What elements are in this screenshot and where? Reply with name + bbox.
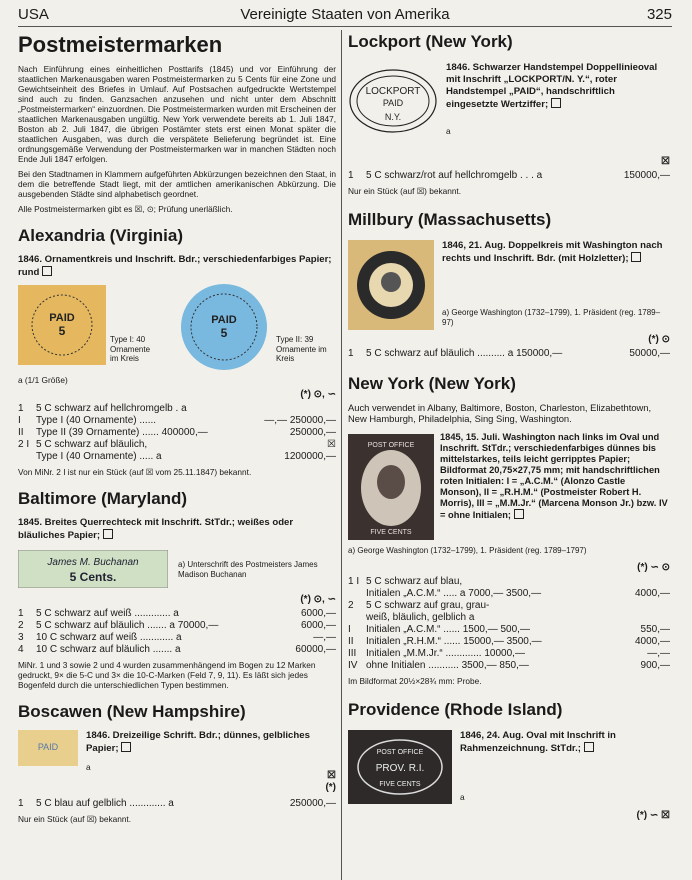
price-row <box>18 415 336 427</box>
price-row-number <box>348 612 366 624</box>
boscawen-note: Nur ein Stück (auf ☒) bekannt. <box>18 814 132 824</box>
svg-text:N.Y.: N.Y. <box>384 112 402 122</box>
price-row-description: weiß, bläulich, gelblich a <box>366 611 475 623</box>
newyork-subtitle: Auch verwendet in Albany, Baltimore, Boston, Charleston, Elizabethtown, New Hamburgh, Philadelphia, Sing Sing, Washington. <box>348 402 652 424</box>
price-row-description: 5 C schwarz auf bläulich, <box>36 439 148 450</box>
newyork-heading: New York (New York) <box>348 374 516 393</box>
price-row-number: 2 I <box>18 439 30 450</box>
price-row <box>18 632 336 644</box>
scale-note: a (1/1 Größe) <box>18 375 68 385</box>
price-row <box>348 348 670 360</box>
providence-a: a <box>460 791 465 802</box>
millbury-lead: 1846, 21. Aug. Doppelkreis mit Washington nach rechts und Inschrift. Bdr. (mit Holzletter); <box>442 240 663 264</box>
providence-lead: 1846, 24. Aug. Oval mit Inschrift in Rahmenzeichnung. StTdr.; <box>460 729 616 754</box>
svg-text:PAID: PAID <box>49 312 75 324</box>
price-row-description: Initialen „R.H.M.“ ...... 15000,— 3500,— <box>366 635 542 647</box>
price-row-description: Type I (40 Ornamente) ...... <box>36 415 157 426</box>
millbury-stamp <box>348 240 434 330</box>
header-title: Vereinigte Staaten von Amerika <box>240 6 450 23</box>
price-row-number: I <box>18 415 21 426</box>
price-row-number: 2 <box>18 620 24 631</box>
left-column <box>18 30 336 828</box>
price-row-number: II <box>348 635 354 647</box>
intro-paragraph: Nach Einführung eines einheitlichen Posttarifs (1845) und vor Einführung der staatlichen Markenausgaben waren Postmeistermarken zu 5 Cents für eine Zone und Gewichtseinheit des Briefes in Umlauf. Auf Postsachen aufgedruckte Wertstempel sind auch zu finden. Ganzsachen anzusehen und nicht unter dem Abschnitt „Postmeistermarken“ einzuordnen. Die Postmeistermarken wurden mit Erscheinen der staatlichen Markenausgaben ungültig. New York verwendete bereits ab 1. Juli 1847, Boston ab 2. Juli 1847, die übrigen Postämter stets erst einen Monat später die staatlichen Ausgaben, was durch die verspätete Belieferung begründet ist. Eine ordnungsgemäße Verwendung der Postmeistermarken war in manchen Städten noch Ende Juli 1847 erfolgen. <box>18 64 336 164</box>
price-row <box>18 608 336 620</box>
price-row <box>348 612 670 624</box>
svg-text:5: 5 <box>58 324 66 338</box>
price-row <box>18 403 336 415</box>
price-row-price: 1200000,— <box>284 451 336 462</box>
lockport-stamp <box>348 68 438 134</box>
boscawen-symbols: ☒ (*) <box>325 770 336 793</box>
price-row <box>18 620 336 632</box>
lockport-heading: Lockport (New York) <box>348 32 513 51</box>
lockport-symbol: ☒ <box>661 156 670 167</box>
alexandria-heading: Alexandria (Virginia) <box>18 226 184 245</box>
millbury-heading: Millbury (Massachusetts) <box>348 210 552 229</box>
alexandria-price-list <box>18 403 336 463</box>
price-row-description: Type I (40 Ornamente) ..... a <box>36 451 162 462</box>
baltimore-lead: 1845. Breites Querrechteck mit Inschrift. StTdr.; weißes oder bläuliches Papier; <box>18 517 294 541</box>
price-row <box>18 427 336 439</box>
newyork-stamp <box>348 434 434 540</box>
price-row <box>348 636 670 648</box>
newyork-symbols: (*) ∽ ⊙ <box>637 561 670 573</box>
price-row-number: I <box>348 623 351 635</box>
providence-heading: Providence (Rhode Island) <box>348 699 563 719</box>
section-title: Postmeistermarken <box>18 32 223 57</box>
price-row <box>348 588 670 600</box>
alexandria-lead: 1846. Ornamentkreis und Inschrift. Bdr.; verschiedenfarbiges Papier; rund <box>18 254 332 278</box>
price-row-number: 1 I <box>348 575 360 587</box>
price-row-number: II <box>18 427 24 438</box>
providence-stamp <box>348 730 452 804</box>
millbury-block <box>348 238 670 334</box>
price-row <box>348 600 670 612</box>
alexandria-images <box>18 283 336 375</box>
price-row <box>348 170 670 182</box>
boscawen-heading: Boscawen (New Hampshire) <box>18 702 246 721</box>
price-row-price: 250000,— <box>289 427 336 438</box>
newyork-price-list <box>348 576 670 672</box>
intro-paragraph-3: Alle Postmeistermarken gibt es ☒, ⊙; Prüfung unerläßlich. <box>18 204 233 214</box>
newyork-note: Im Bildformat 20½×28¾ mm: Probe. <box>348 675 482 686</box>
millbury-symbols: (*) ⊙ <box>648 334 670 345</box>
type1-caption: Type I: 40 Ornamente im Kreis <box>110 335 151 363</box>
price-row-number: 1 <box>348 348 354 359</box>
svg-text:POST OFFICE: POST OFFICE <box>367 442 415 449</box>
price-row-price: —,— <box>647 647 670 659</box>
price-row-description: 5 C schwarz auf hellchromgelb . a <box>36 403 187 414</box>
price-row-price: 6000,— <box>300 620 336 631</box>
price-row-description: 5 C schwarz auf grau, grau- <box>366 599 490 611</box>
alexandria-stamp-type1 <box>18 285 106 365</box>
price-row-description: Type II (39 Ornamente) ...... 400000,— <box>36 427 208 438</box>
page-number: 325 <box>646 6 672 23</box>
price-row-number <box>18 451 36 463</box>
millbury-price-list <box>348 348 670 360</box>
price-row-number: 1 <box>18 608 24 619</box>
price-row-number: 1 <box>18 403 24 414</box>
svg-text:FIVE CENTS: FIVE CENTS <box>370 529 412 536</box>
svg-text:LOCKPORT: LOCKPORT <box>365 86 421 97</box>
price-row <box>18 439 336 451</box>
type2-caption: Type II: 39 Ornamente im Kreis <box>276 335 327 363</box>
price-row-price: 150000,— <box>623 170 670 181</box>
price-row-price: 6000,— <box>300 608 336 619</box>
price-row-price: 4000,— <box>634 587 670 599</box>
price-row <box>18 451 336 463</box>
lockport-block <box>348 60 670 156</box>
baltimore-symbols: (*) ⊙, ∽ <box>300 594 336 605</box>
baltimore-price-list <box>18 608 336 656</box>
newyork-caption: a) George Washington (1732–1799), 1. Präsident (reg. 1789–1797) <box>348 546 587 555</box>
price-row-number: 2 <box>348 599 354 611</box>
price-row-price: 4000,— <box>634 635 670 647</box>
intro-paragraph-2: Bei den Stadtnamen in Klammern aufgeführten Abkürzungen bezeichnen den Staat, in dem die betreffende Stadt liegt, mit der amtlichen amerikanischen Abkürzung. Die ausgebenden Städte sind alphabetisch geordnet. <box>18 169 336 199</box>
svg-text:James M. Buchanan: James M. Buchanan <box>47 557 139 568</box>
providence-block <box>348 728 670 810</box>
price-row-description: ohne Initialen ........... 3500,— 850,— <box>366 659 529 671</box>
price-row-description: 5 C blau auf gelblich ............. a <box>36 798 174 809</box>
column-divider <box>341 30 342 880</box>
price-row-description: Initialen „A.C.M.“ ...... 1500,— 500,— <box>366 623 530 635</box>
price-row-price: —,— 250000,— <box>264 415 336 426</box>
price-row-price: 550,— <box>640 623 670 635</box>
svg-text:5: 5 <box>220 326 228 340</box>
boscawen-stamp <box>18 730 78 766</box>
right-column <box>348 30 670 824</box>
price-row-description: 10 C schwarz auf bläulich ....... a <box>36 644 181 655</box>
price-row-price: 60000,— <box>295 644 336 655</box>
price-row <box>348 660 670 672</box>
price-row <box>18 798 336 810</box>
price-row <box>348 648 670 660</box>
baltimore-caption: a) Unterschrift des Postmeisters James Madison Buchanan <box>178 560 318 579</box>
svg-text:PAID: PAID <box>382 98 404 108</box>
price-row-price: 250000,— <box>289 798 336 809</box>
svg-text:PAID: PAID <box>211 314 237 326</box>
price-row-description: Initialen „A.C.M.“ ..... a 7000,— 3500,— <box>366 587 542 599</box>
newyork-lead: 1845, 15. Juli. Washington nach links im Oval und Inschrift. StTdr.; verschiedenfarbiges dünnes bis mittelstarkes, teils leicht gerripptes Papier; Bildformat 20,75×27,75 mm; mit handschriftlichen roten Initialen: I = „A.C.M.“ (Alonzo Castle Monson), II = „R.H.M.“ (Postmeister Robert H. Morris), III = „M.M.Jr.“ (Marcena Monson Jr.) bzw. IV = ohne Initialen; <box>440 432 668 520</box>
price-row-description: 5 C schwarz auf bläulich ....... a 70000,— <box>36 620 219 631</box>
price-row-number: 3 <box>18 632 24 643</box>
boscawen-block <box>18 730 336 798</box>
providence-symbols: (*) ∽ ☒ <box>636 809 670 821</box>
alexandria-note: Von MiNr. 2 I ist nur ein Stück (auf ☒ vom 25.11.1847) bekannt. <box>18 467 252 477</box>
price-row-price: ☒ <box>327 439 336 450</box>
svg-text:PROV. R.I.: PROV. R.I. <box>375 762 425 774</box>
price-row-description: 5 C schwarz/rot auf hellchromgelb . . . a <box>366 170 543 181</box>
price-row-number: 1 <box>18 798 24 809</box>
lockport-lead: 1846. Schwarzer Handstempel Doppellinieoval mit Inschrift „LOCKPORT/N. Y.“, roter Handstempel „PAID“, handschriftlich eingesetzte Wertziffer; <box>446 62 658 110</box>
alexandria-stamp-type2 <box>178 283 270 371</box>
boscawen-a: a <box>86 762 91 772</box>
price-row-number <box>348 588 366 600</box>
price-row-description: 5 C schwarz auf bläulich .......... a 150000,— <box>366 348 563 359</box>
baltimore-images <box>18 546 336 594</box>
alexandria-symbols: (*) ⊙, ∽ <box>300 389 336 400</box>
price-row-number: IV <box>348 659 358 671</box>
svg-text:5 Cents.: 5 Cents. <box>69 570 117 584</box>
price-row-description: Initialen „M.M.Jr.“ ............. 10000,— <box>366 647 525 659</box>
baltimore-note: MiNr. 1 und 3 sowie 2 und 4 wurden zusammenhängend im Bogen zu 12 Marken gedruckt, 9× die 5-C und 3× die 10-C-Marken (Feld 7, 9, 11). Es läßt sich jedes Bogenfeld durch die unterschiedlichen Typen bestimmen. <box>18 660 316 690</box>
baltimore-heading: Baltimore (Maryland) <box>18 489 188 508</box>
millbury-caption: a) George Washington (1732–1799), 1. Präsident (reg. 1789–97) <box>442 308 661 327</box>
price-row-description: 5 C schwarz auf weiß ............. a <box>36 608 179 619</box>
svg-text:POST OFFICE: POST OFFICE <box>376 748 424 756</box>
boscawen-price-list <box>18 798 336 810</box>
price-row-number: 1 <box>348 170 354 181</box>
page-header <box>18 4 672 27</box>
lockport-note: Nur ein Stück (auf ☒) bekannt. <box>348 186 462 196</box>
newyork-block <box>348 428 670 546</box>
lockport-price-list <box>348 170 670 182</box>
price-row <box>18 644 336 656</box>
price-row-number: III <box>348 647 357 659</box>
baltimore-stamp <box>18 550 168 588</box>
price-row-price: 50000,— <box>629 348 670 359</box>
svg-text:FIVE CENTS: FIVE CENTS <box>379 780 421 788</box>
price-row-description: 5 C schwarz auf blau, <box>366 575 463 587</box>
price-row-number: 4 <box>18 644 24 655</box>
price-row <box>348 624 670 636</box>
lockport-a: a <box>446 126 451 136</box>
price-row <box>348 576 670 588</box>
boscawen-lead: 1846. Dreizeilige Schrift. Bdr.; dünnes, gelbliches Papier; <box>86 730 310 754</box>
price-row-price: 900,— <box>640 659 670 671</box>
price-row-price: —,— <box>313 632 336 643</box>
header-country: USA <box>18 6 49 23</box>
svg-text:PAID: PAID <box>37 742 59 752</box>
price-row-description: 10 C schwarz auf weiß ............ a <box>36 632 182 643</box>
